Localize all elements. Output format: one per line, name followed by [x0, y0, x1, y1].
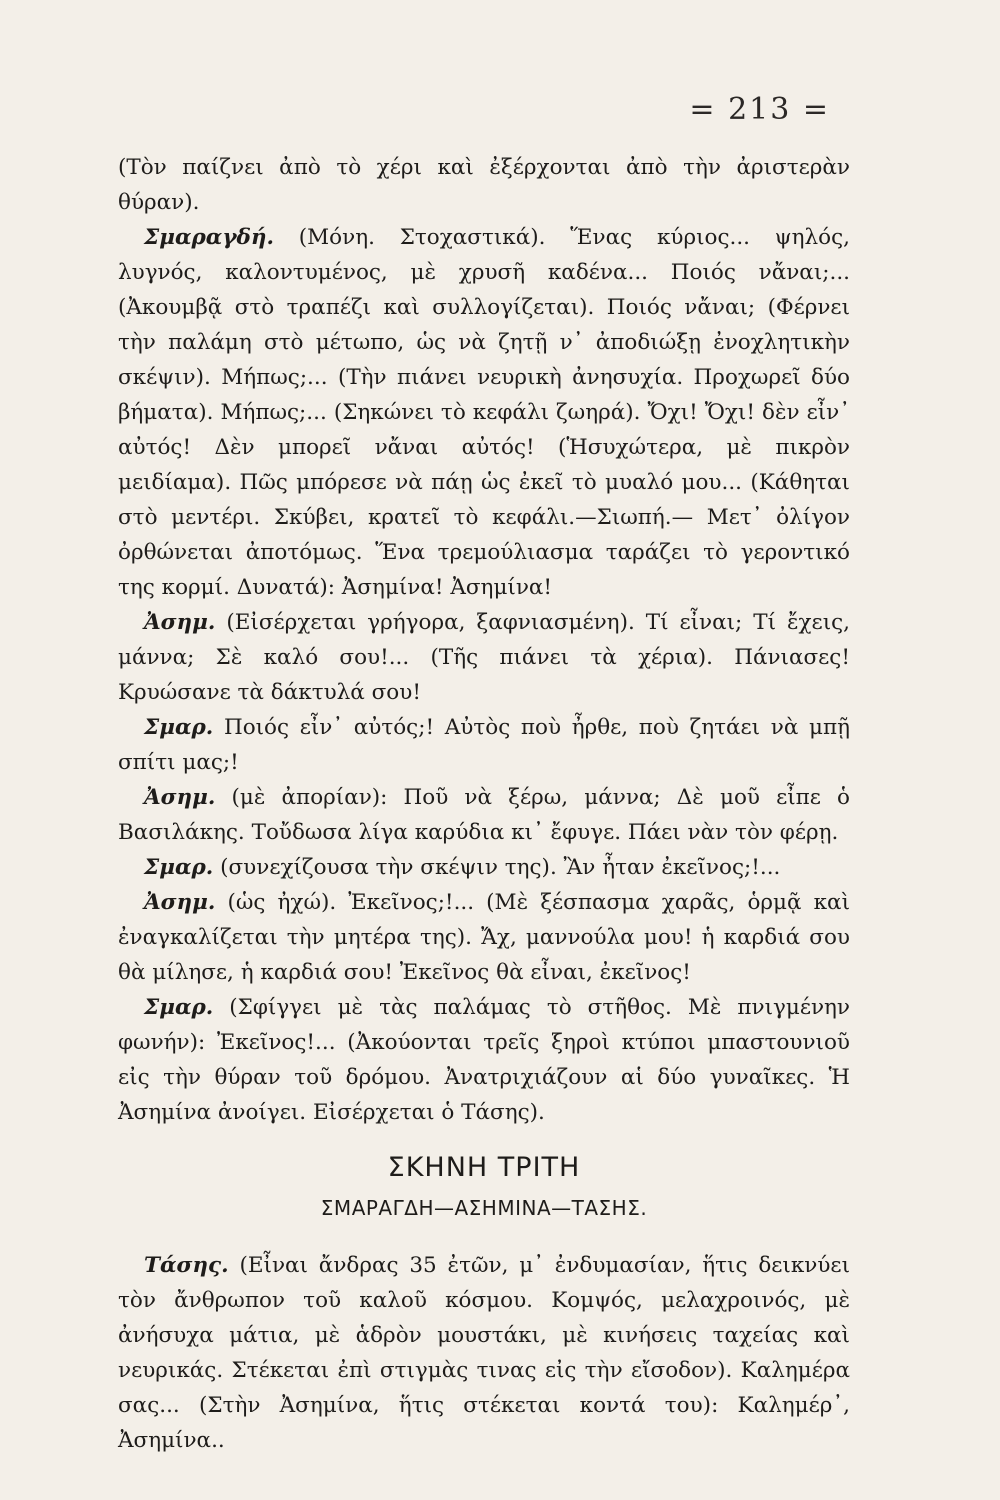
paragraph-stage-direction	[118, 150, 850, 220]
speaker-name: Ἀσημ.	[144, 610, 216, 635]
speaker-name: Τάσης.	[144, 1253, 229, 1278]
paragraph-text: (Εἰσέρχεται γρήγορα, ξαφνιασμένη). Τί εἶναι; Τί ἔχεις, μάννα; Σὲ καλό σου!... (Τῆς πιάνει τὰ χέρια). Πάνιασες! Κρυώσανε τὰ δάκτυλά σου!	[118, 610, 850, 705]
speaker-name: Σμαρ.	[144, 855, 214, 880]
speaker-name: Ἀσημ.	[144, 890, 216, 915]
paragraph-dialogue	[118, 885, 850, 990]
scene-cast: ΣΜΑΡΑΓΔΗ—ΑΣΗΜΙΝΑ—ΤΑΣΗΣ.	[320, 1196, 648, 1220]
paragraph-dialogue	[118, 850, 850, 885]
speaker-name: Σμαρ.	[144, 995, 214, 1020]
paragraph-text: (συνεχίζουσα τὴν σκέψιν της). Ἂν ἦταν ἐκεῖνος;!...	[213, 855, 781, 880]
paragraph-dialogue	[118, 605, 850, 710]
paragraph-text: Ποιός εἶν᾿ αὐτός;! Αὐτὸς ποὺ ἦρθε, ποὺ ζητάει νὰ μπῇ σπίτι μας;!	[118, 715, 850, 775]
scene-title: ΣΚΗΝΗ ΤΡΙΤΗ	[387, 1152, 581, 1183]
speaker-name: Ἀσημ.	[144, 785, 216, 810]
paragraph-text: (Τὸν παίζνει ἀπὸ τὸ χέρι καὶ ἐξέρχονται ἀπὸ τὴν ἀριστερὰν θύραν).	[118, 155, 850, 215]
paragraph-text: (ὡς ἠχώ). Ἐκεῖνος;!... (Μὲ ξέσπασμα χαρᾶς, ὁρμᾷ καὶ ἐναγκαλίζεται τὴν μητέρα της). Ἄχ, μαννούλα μου! ἡ καρδιά σου θὰ μίλησε, ἡ καρδιά σου! Ἐκεῖνος θὰ εἶναι, ἐκεῖνος!	[118, 890, 850, 985]
page-number: = 213 =	[689, 92, 830, 127]
paragraph-dialogue	[118, 710, 850, 780]
paragraph-dialogue	[118, 220, 850, 605]
paragraph-text: (Μόνη. Στοχαστικά). Ἕνας κύριος... ψηλός, λυγνός, καλοντυμένος, μὲ χρυσῆ καδένα... Ποιός νἄναι;... (Ἀκουμβᾷ στὸ τραπέζι καὶ συλλογίζεται). Ποιός νἄναι; (Φέρνει τὴν παλάμη στὸ μέτωπο, ὡς νὰ ζητῇ ν᾿ ἀποδιώξῃ ἐνοχλητικὴν σκέψιν). Μήπως;... (Τὴν πιάνει νευρικὴ ἀνησυχία. Προχωρεῖ δύο βήματα). Μήπως;... (Σηκώνει τὸ κεφάλι ζωηρά). Ὄχι! Ὄχι! δὲν εἶν᾿ αὐτός! Δὲν μπορεῖ νἄναι αὐτός! (Ἡσυχώτερα, μὲ πικρὸν μειδίαμα). Πῶς μπόρεσε νὰ πάῃ ὡς ἐκεῖ τὸ μυαλό μου... (Κάθηται στὸ μεντέρι. Σκύβει, κρατεῖ τὸ κεφάλι.—Σιωπή.— Μετ᾿ ὀλίγον ὀρθώνεται ἀποτόμως. Ἕνα τρεμούλιασμα ταράζει τὸ γεροντικό της κορμί. Δυνατά): Ἀσημίνα! Ἀσημίνα!	[118, 225, 850, 600]
paragraph-text: (Σφίγγει μὲ τὰς παλάμας τὸ στῆθος. Μὲ πνιγμένην φωνήν): Ἐκεῖνος!... (Ἀκούονται τρεῖς ξηροὶ κτύποι μπαστουνιοῦ εἰς τὴν θύραν τοῦ δρόμου. Ἀνατριχιάζουν αἱ δύο γυναῖκες. Ἡ Ἀσημίνα ἀνοίγει. Εἰσέρχεται ὁ Τάσης).	[118, 995, 850, 1125]
speaker-name: Σμαραγδή.	[144, 225, 274, 250]
paragraph-dialogue	[118, 780, 850, 850]
text-block	[118, 150, 850, 1458]
speaker-name: Σμαρ.	[144, 715, 214, 740]
paragraph-dialogue	[118, 990, 850, 1130]
paragraph-text: (μὲ ἀπορίαν): Ποῦ νὰ ξέρω, μάννα; Δὲ μοῦ εἶπε ὁ Βασιλάκης. Τοὔδωσα λίγα καρύδια κι᾿ ἔφυγε. Πάει νὰν τὸν φέρῃ.	[118, 785, 850, 845]
paragraph-dialogue	[118, 1248, 850, 1458]
paragraph-text: (Εἶναι ἄνδρας 35 ἐτῶν, μ᾿ ἐνδυμασίαν, ἥτις δεικνύει τὸν ἄνθρωπον τοῦ καλοῦ κόσμου. Κομψός, μελαχροινός, μὲ ἀνήσυχα μάτια, μὲ ἁδρὸν μουστάκι, μὲ κινήσεις ταχείας καὶ νευρικάς. Στέκεται ἐπὶ στιγμὰς τινας εἰς τὴν εἴσοδον). Καλημέρα σας... (Στὴν Ἀσημίνα, ἥτις στέκεται κοντά του): Καλημέρ᾿, Ἀσημίνα..	[118, 1253, 850, 1453]
